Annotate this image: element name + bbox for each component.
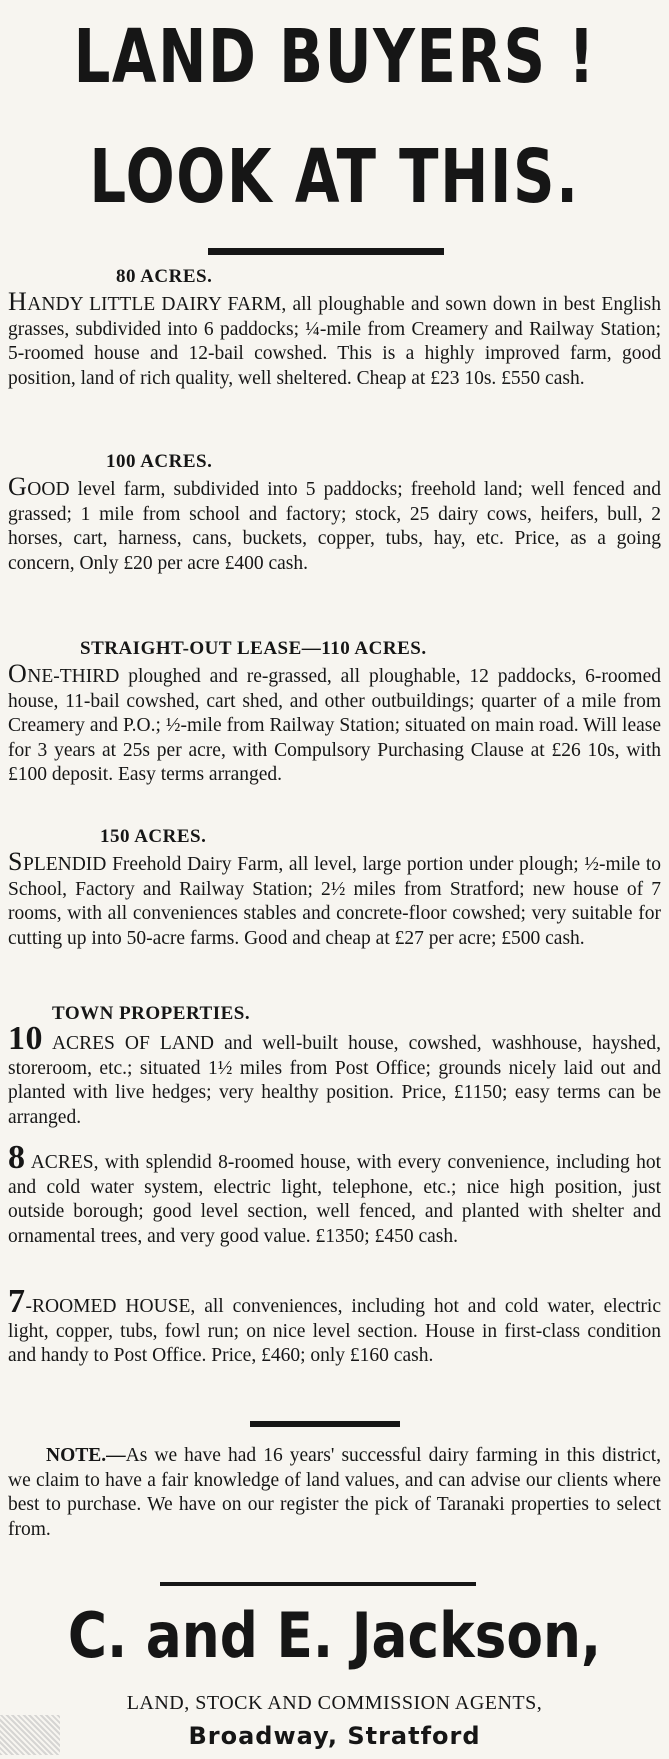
listing-heading: 150 ACRES. <box>100 826 207 847</box>
drop-initial: 10 <box>8 1020 43 1057</box>
note-heading: NOTE.— <box>46 1445 126 1466</box>
listing-heading: STRAIGHT-OUT LEASE—110 ACRES. <box>80 638 427 659</box>
listing-body: GOOD level farm, subdivided into 5 paddocks; freehold land; well fenced and grassed; 1 mile from school and factory; stock, 25 dairy cows, heifers, bull, 2 horses, cart, harness, cans, buckets, copper, tubs, hay, etc. Price, as a going concern, Only £20 per acre £400 cash. <box>8 472 661 574</box>
listing-straight-out-lease <box>8 638 661 788</box>
listing-8-acres <box>8 1139 661 1249</box>
drop-initial: 8 <box>8 1139 26 1176</box>
listing-heading: TOWN PROPERTIES. <box>52 1003 251 1024</box>
headline-look-at-this: LOOK AT THIS. <box>89 134 580 220</box>
drop-initial: 7 <box>8 1283 26 1320</box>
divider-rule <box>250 1421 400 1427</box>
listing-body: 7-ROOMED HOUSE, all conveniences, including hot and cold water, electric light, copper, tubs, fowl run; on nice level section. House in first-class condition and handy to Post Office. Price, £460; only £160 cash. <box>8 1283 661 1366</box>
drop-initial: G <box>8 472 28 501</box>
listing-body: ONE-THIRD ploughed and re-grassed, all ploughable, 12 paddocks, 6-roomed house, 11-bail cowshed, cart shed, and other outbuildings; quarter of a mile from Creamery and P.O.; ½-mile from Railway Station; situated on main road. Will lease for 3 years at 25s per acre, with Compulsory Purchasing Clause at £26 10s, with £100 deposit. Easy terms arranged. <box>8 659 661 785</box>
listing-town-properties-10-acres <box>8 1003 661 1130</box>
firm-description: LAND, STOCK AND COMMISSION AGENTS, <box>126 1692 543 1714</box>
listing-heading: 80 ACRES. <box>116 266 213 287</box>
listing-heading: 100 ACRES. <box>106 451 213 472</box>
listing-body: 10 ACRES OF LAND and well-built house, cowshed, washhouse, hayshed, storeroom, etc.; situated 1½ miles from Post Office; grounds nicely laid out and planted with live hedges; very healthy position. Price, £1150; easy terms can be arranged. <box>8 1020 661 1128</box>
listing-80-acres <box>8 266 661 391</box>
drop-initial: H <box>8 287 28 316</box>
listing-7-roomed-house <box>8 1283 661 1369</box>
print-smudge <box>0 1715 60 1755</box>
drop-initial: O <box>8 659 28 688</box>
drop-initial: S <box>8 847 23 876</box>
listing-body: HANDY LITTLE DAIRY FARM, all ploughable and sown down in best English grasses, subdivided into 6 paddocks; ¼-mile from Creamery and Railway Station; 5-roomed house and 12-bail cowshed. This is a highly improved farm, good position, land of rich quality, well sheltered. Cheap at £23 10s. £550 cash. <box>8 287 661 389</box>
firm-address: Broadway, Stratford <box>188 1722 481 1750</box>
listing-body: SPLENDID Freehold Dairy Farm, all level, large portion under plough; ½-mile to School, Factory and Railway Station; 2½ miles from Stratford; new house of 7 rooms, with all conveniences stables and concrete-floor cowshed; very suitable for cutting up into 50-acre farms. Good and cheap at £27 per acre; £500 cash. <box>8 847 661 949</box>
firm-name: C. and E. Jackson, <box>67 1599 602 1672</box>
headline-land-buyers: LAND BUYERS ! <box>73 14 597 100</box>
listing-body: 8 ACRES, with splendid 8-roomed house, with every convenience, including hot and cold water system, electric light, telephone, etc.; nice high position, just outside borough; good level section, well fenced, and planted with shelter and ornamental trees, and very good value. £1350; £450 cash. <box>8 1139 661 1247</box>
listing-100-acres <box>8 451 661 576</box>
listing-150-acres <box>8 826 661 951</box>
divider-rule <box>208 248 444 255</box>
note-paragraph <box>8 1444 661 1542</box>
divider-rule <box>160 1582 476 1586</box>
note-body: NOTE.—As we have had 16 years' successful dairy farming in this district, we claim to have a fair knowledge of land values, and can advise our clients where best to purchase. We have on our register the pick of Taranaki properties to select from. <box>8 1445 661 1540</box>
